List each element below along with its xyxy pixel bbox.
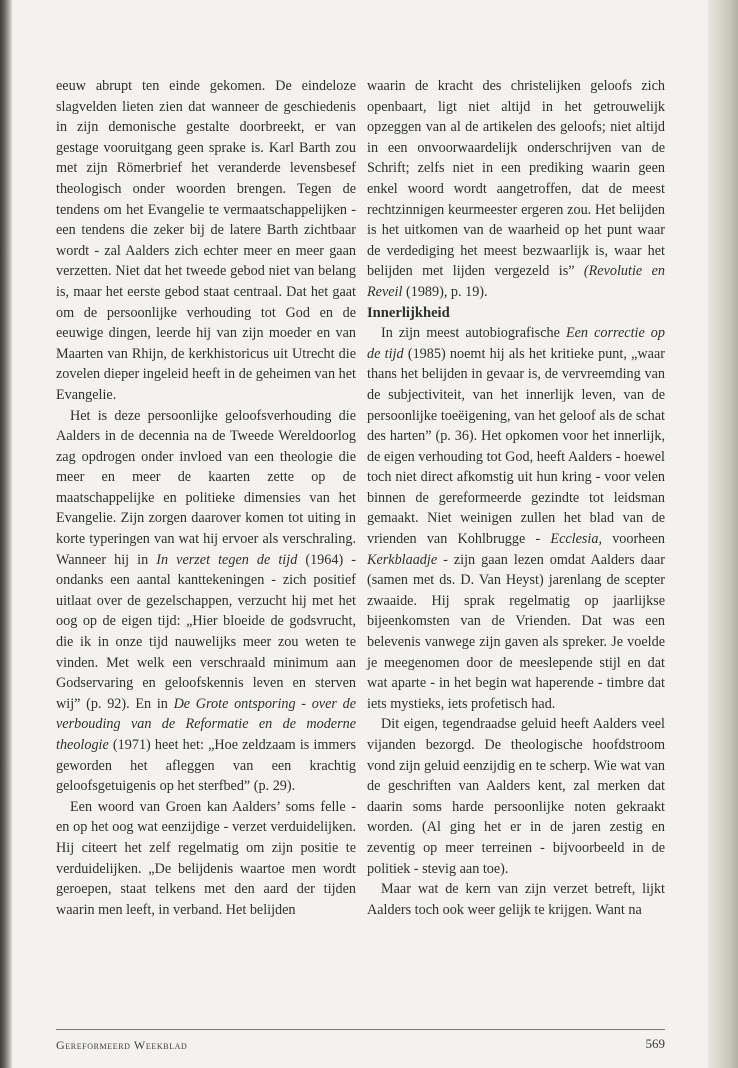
book-title: In verzet tegen de tijd bbox=[156, 551, 298, 568]
left-column bbox=[56, 76, 356, 920]
paragraph: eeuw abrupt ten einde gekomen. De eindeloze slagvelden lieten zien dat wanneer de geschiedenis in zijn demonische gestalte doorbreekt, er van gestage vooruitgang geen sprake is. Karl Barth zou met zijn Römerbrief het veranderde levensbesef theologisch onder woorden brengen. Tegen de tendens om het Evangelie te vermaatschappelijken - een tendens die zeker bij de latere Barth zichtbaar wordt - zal Aalders zich echter meer en meer gaan verzetten. Niet dat het tweede gebod niet van belang is, maar het eerste gebod staat centraal. Dat het gaat om de persoonlijke verhouding tot God en de eeuwige dingen, leerde hij van zijn moeder en van Maarten van Rhijn, de kerkhistoricus uit Utrecht die zovelen dieper ingeleid heeft in de geheimen van het Evangelie. bbox=[56, 78, 356, 403]
document-page bbox=[12, 0, 708, 1068]
book-title: De Grote ontsporing - over de verbouding van de Reformatie en de moderne theologie bbox=[56, 695, 356, 753]
paragraph bbox=[56, 406, 356, 797]
book-title: (Revolutie en Reveil bbox=[367, 263, 665, 300]
text-run: - zijn gaan lezen omdat Aalders daar (samen met ds. D. Van Heyst) jarenlang de scepter zwaaide. Hij sprak regelmatig op jaarlijkse bijeenkomsten van de Vrienden. Dat was een belevenis vanwege zijn gaven als spreker. Je voelde je meegenomen door de meeslepende stijl en dat wat aparte - in het begin wat haperende - timbre dat iets mystieks, iets profetisch had. bbox=[367, 551, 665, 712]
right-column bbox=[367, 76, 665, 920]
paragraph bbox=[367, 76, 665, 303]
publication-name: Gereformeerd Weekblad bbox=[56, 1038, 188, 1052]
text-run: voorheen bbox=[602, 531, 665, 548]
text-run: waarin de kracht des christelijken geloofs zich openbaart, ligt niet altijd in het getrouwelijk opzeggen van al de artikelen des geloofs; niet altijd in een onvoorwaardelijk onderschrijven van de Schrift; zelfs niet in een prediking waarin geen enkel woord wordt aangetroffen, dat de meest rechtzinnigen keurmeester ergeren zou. Het belijden is het uitkomen van de waarheid op het punt waar de verdediging het meest bezwaarlijk is, waar het belijden met lijden vergezeld is” bbox=[367, 78, 665, 280]
book-binding-left bbox=[0, 0, 12, 1068]
page-number: 569 bbox=[645, 1036, 665, 1051]
paragraph bbox=[367, 323, 665, 714]
text-run: (1985) noemt hij als het kritieke punt, „waar thans het belijden in gevaar is, de vervreemding van de subjectiviteit, van het innerlijk leven, van de persoonlijke toeëigening, van het geloof als de schat des harten” (p. 36). Het opkomen voor het innerlijk, de eigen verhouding tot God, heeft Aalders - hoewel toch niet direct afkomstig uit hun kring - voor velen binnen de gereformeerde gezindte tot leidsman gemaakt. Niet weinigen zullen het blad van de vrienden van Kohlbrugge - bbox=[367, 345, 665, 548]
text-run: Het is deze persoonlijke geloofsverhouding die Aalders in de decennia na de Tweede Wereldoorlog zag opdrogen onder invloed van een theologie die meer en meer de kaarten zette op de maatschappelijke en politieke dimensies van het Evangelie. Zijn zorgen daarover komen tot uiting in korte typeringen van wat hij ervoer als verschraling. Wanneer hij in bbox=[56, 407, 356, 568]
paragraph: Maar wat de kern van zijn verzet betreft, lijkt Aalders toch ook weer gelijk te krijgen. Want na bbox=[367, 881, 665, 918]
paragraph: Een woord van Groen kan Aalders’ soms felle - en op het oog wat eenzijdige - verzet verduidelijken. Hij citeert het zelf regelmatig om zijn positie te verduidelijken. „De belijdenis waartoe men wordt geroepen, staat telkens met den aard der tijden waarin men leeft, in verband. Het belijden bbox=[56, 798, 356, 918]
journal-title: Ecclesia, bbox=[550, 531, 603, 548]
paragraph: Dit eigen, tegendraadse geluid heeft Aalders veel vijanden bezorgd. De theologische hoofdstroom vond zijn geluid eenzijdig en te scherp. Wie wat van de geschriften van Aalders kent, zal merken dat daarin soms harde persoonlijke noten gekraakt worden. (Al ging het er in de jaren zestig en zeventig op meer terreinen - bijvoorbeeld in de politiek - stevig aan toe). bbox=[367, 716, 665, 877]
section-heading: Innerlijkheid bbox=[367, 304, 450, 321]
book-page-edges-right bbox=[708, 0, 738, 1068]
text-run: In zijn meest autobiografische bbox=[381, 325, 566, 342]
journal-title: Kerkblaadje bbox=[367, 551, 438, 568]
footer-rule bbox=[56, 1029, 665, 1030]
book-title: Een correctie op de tijd bbox=[367, 325, 665, 362]
text-run: (1971) heet het: „Hoe zeldzaam is immers geworden het afleggen van een krachtig geloofsgetuigenis op het sterfbed” (p. 29). bbox=[56, 737, 356, 795]
text-run: (1964) - ondanks een aantal kanttekeningen - zich positief uitlaat over de gezelschappen, verzucht hij met het oog op de eigen tijd: „Hier bloeide de godsvrucht, die ik in onze tijd nauwelijks meer zou weten te vinden. Met welk een verschraald minimum aan Godservaring en geloofskennis leven en sterven wij” (p. 92). En in bbox=[56, 551, 356, 712]
text-run: (1989), p. 19). bbox=[402, 283, 488, 300]
